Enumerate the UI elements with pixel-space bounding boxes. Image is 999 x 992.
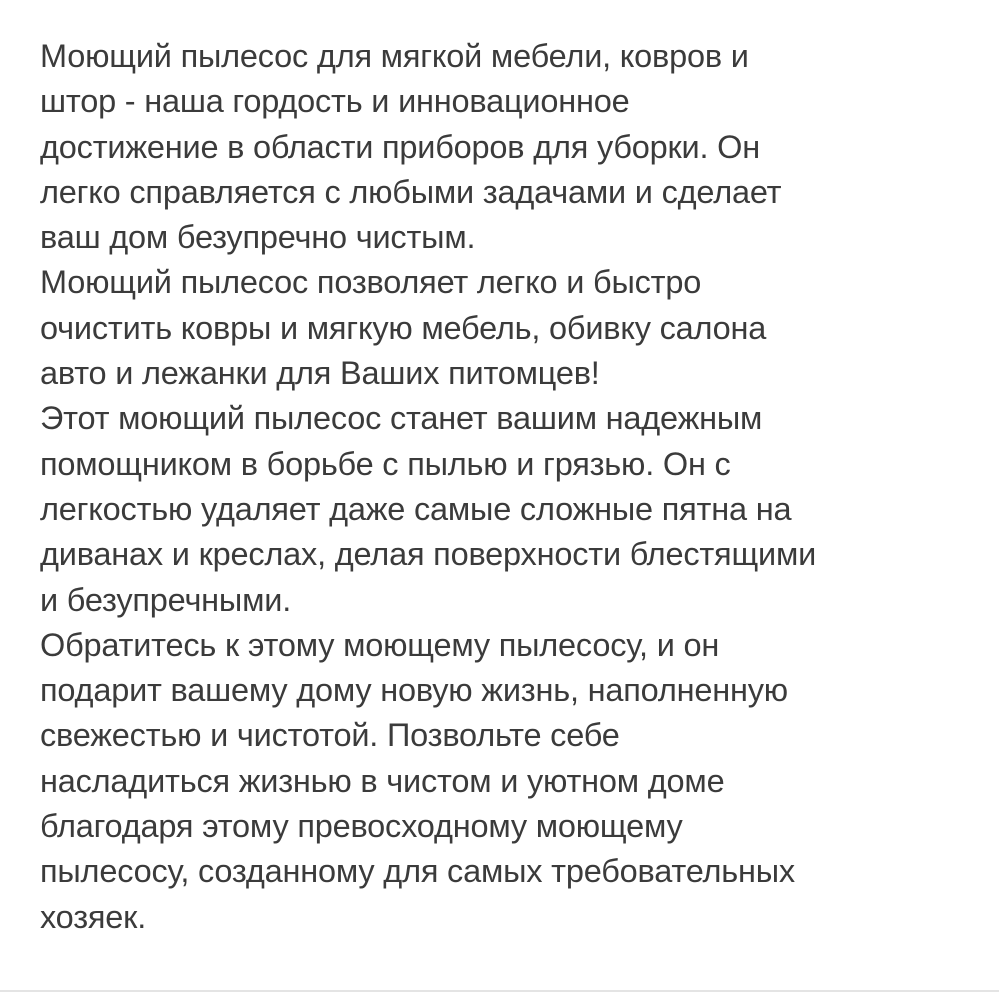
text-line: очистить ковры и мягкую мебель, обивку салона <box>40 309 767 346</box>
text-line: Этот моющий пылесос станет вашим надежным <box>40 400 763 437</box>
text-line: Моющий пылесос для мягкой мебели, ковров и <box>40 38 749 74</box>
text-line: свежестью и чистотой. Позвольте себе <box>40 717 620 754</box>
text-line: помощником в борьбе с пылью и грязью. Он с <box>40 445 731 482</box>
text-line: насладиться жизнью в чистом и уютном доме <box>40 762 725 799</box>
text-line: Моющий пылесос позволяет легко и быстро <box>40 264 702 301</box>
text-line: диванах и креслах, делая поверхности блестящими <box>40 536 817 573</box>
text-line: достижение в области приборов для уборки. Он <box>40 128 760 165</box>
description-text <box>40 34 980 940</box>
text-line: ваш дом безупречно чистым. <box>40 219 476 256</box>
text-line: авто и лежанки для Ваших питомцев! <box>40 355 600 392</box>
text-line: легко справляется с любыми задачами и сделает <box>40 173 782 210</box>
text-line: легкостью удаляет даже самые сложные пятна на <box>40 490 792 527</box>
text-line: подарит вашему дому новую жизнь, наполненную <box>40 672 788 709</box>
text-line: благодаря этому превосходному моющему <box>40 808 683 845</box>
text-line: хозяек. <box>40 898 147 935</box>
text-line: штор - наша гордость и инновационное <box>40 83 630 120</box>
text-line: пылесосу, созданному для самых требовательных <box>40 853 795 890</box>
text-line: и безупречными. <box>40 581 292 618</box>
text-line: Обратитесь к этому моющему пылесосу, и он <box>40 626 720 663</box>
